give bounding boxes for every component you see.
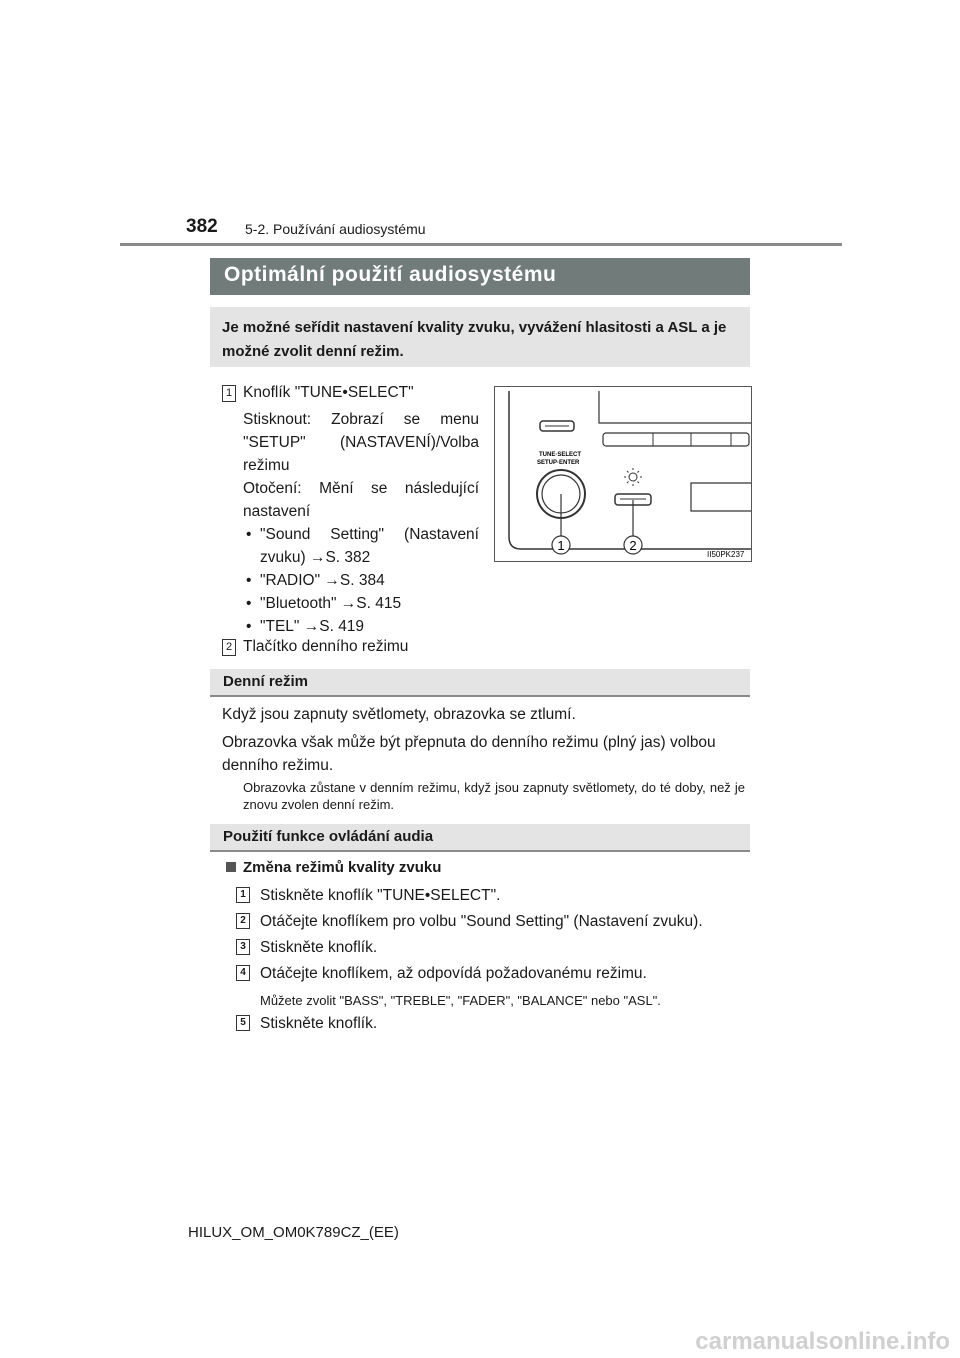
bullet-text: "Sound Setting" (Nastavení zvuku) →S. 382 [260,526,479,566]
item-2-title: Tlačítko denního režimu [243,638,409,655]
step-text: Otáčejte knoflíkem, až odpovídá požadovanému režimu. [260,965,647,982]
preset-buttons-row [603,433,749,446]
bullet-item [246,523,479,569]
main-title-bar [210,258,750,295]
audio-control-heading: Použití funkce ovládání audia [223,828,434,845]
step-number: 1 [236,887,250,903]
day-mode-note: Obrazovka zůstane v denním režimu, když jsou zapnuty světlomety, do té doby, než je znovu zvolen denní režim. [243,780,745,812]
bullet-marker: • [246,526,252,543]
bullet-text: "Bluetooth" →S. 415 [260,595,402,612]
display-outline [599,391,751,423]
watermark: carmanualsonline.info [695,1328,950,1355]
intro-box [210,307,750,367]
step-number: 4 [236,965,250,981]
bullet-text: "RADIO" →S. 384 [260,572,385,589]
header-divider [120,243,842,246]
bullet-text: "TEL" →S. 419 [260,618,365,635]
sound-mode-subheading: Změna režimů kvality zvuku [243,859,442,876]
bullet-item [246,615,479,638]
callout-number-2: 2 [629,538,637,553]
step-text: Stiskněte knoflík. [260,1015,378,1032]
day-mode-para-2: Obrazovka však může být přepnuta do denního režimu (plný jas) volbou denního režimu. [222,734,716,774]
audio-unit-diagram [494,386,752,562]
bullet-item [246,592,479,615]
item-number-2: 2 [222,639,236,656]
footer-code: HILUX_OM_OM0K789CZ_(EE) [188,1224,399,1241]
panel-outline [509,391,751,549]
diagram-code: II50PK237 [707,550,745,559]
subheading-row [226,859,441,876]
right-slot-outline [691,483,751,511]
item-number-1: 1 [222,385,236,402]
knob-label-1: TUNE·SELECT [539,452,581,458]
callout-number-1: 1 [557,538,565,553]
square-bullet-icon [226,862,236,872]
audio-unit-illustration [495,387,751,561]
day-mode-para-1: Když jsou zapnuty světlomety, obrazovka se ztlumí. [222,706,576,723]
bullet-list [246,523,479,638]
step-text: Otáčejte knoflíkem pro volbu "Sound Setting" (Nastavení zvuku). [260,913,703,930]
item-1-press-text: Stisknout: Zobrazí se menu "SETUP" (NASTAVENÍ)/Volba režimu [243,411,479,474]
main-title: Optimální použití audiosystému [224,263,557,286]
bullet-marker: • [246,572,252,589]
sun-icon [624,468,642,486]
bullet-item [246,569,479,592]
day-mode-heading: Denní režim [223,673,309,690]
step-number: 3 [236,939,250,955]
bullet-marker: • [246,595,252,612]
audio-control-heading-bar [210,824,750,852]
item-1-title: Knoflík "TUNE•SELECT" [243,384,414,401]
day-mode-heading-bar [210,669,750,697]
step-number: 2 [236,913,250,929]
section-title: 5-2. Používání audiosystému [245,221,426,237]
step-4-note: Můžete zvolit "BASS", "TREBLE", "FADER", "BALANCE" nebo "ASL". [260,993,661,1008]
knob-label-2: SETUP·ENTER [537,460,580,466]
step-number: 5 [236,1015,250,1031]
page-number: 382 [186,216,218,237]
item-1-rotate-text: Otočení: Mění se následující nastavení [243,480,479,520]
intro-text: Je možné seřídit nastavení kvality zvuku, vyvážení hlasitosti a ASL a je možné zvolit denní režim. [222,319,727,360]
step-text: Stiskněte knoflík. [260,939,378,956]
step-text: Stiskněte knoflík "TUNE•SELECT". [260,887,501,904]
bullet-marker: • [246,618,252,635]
